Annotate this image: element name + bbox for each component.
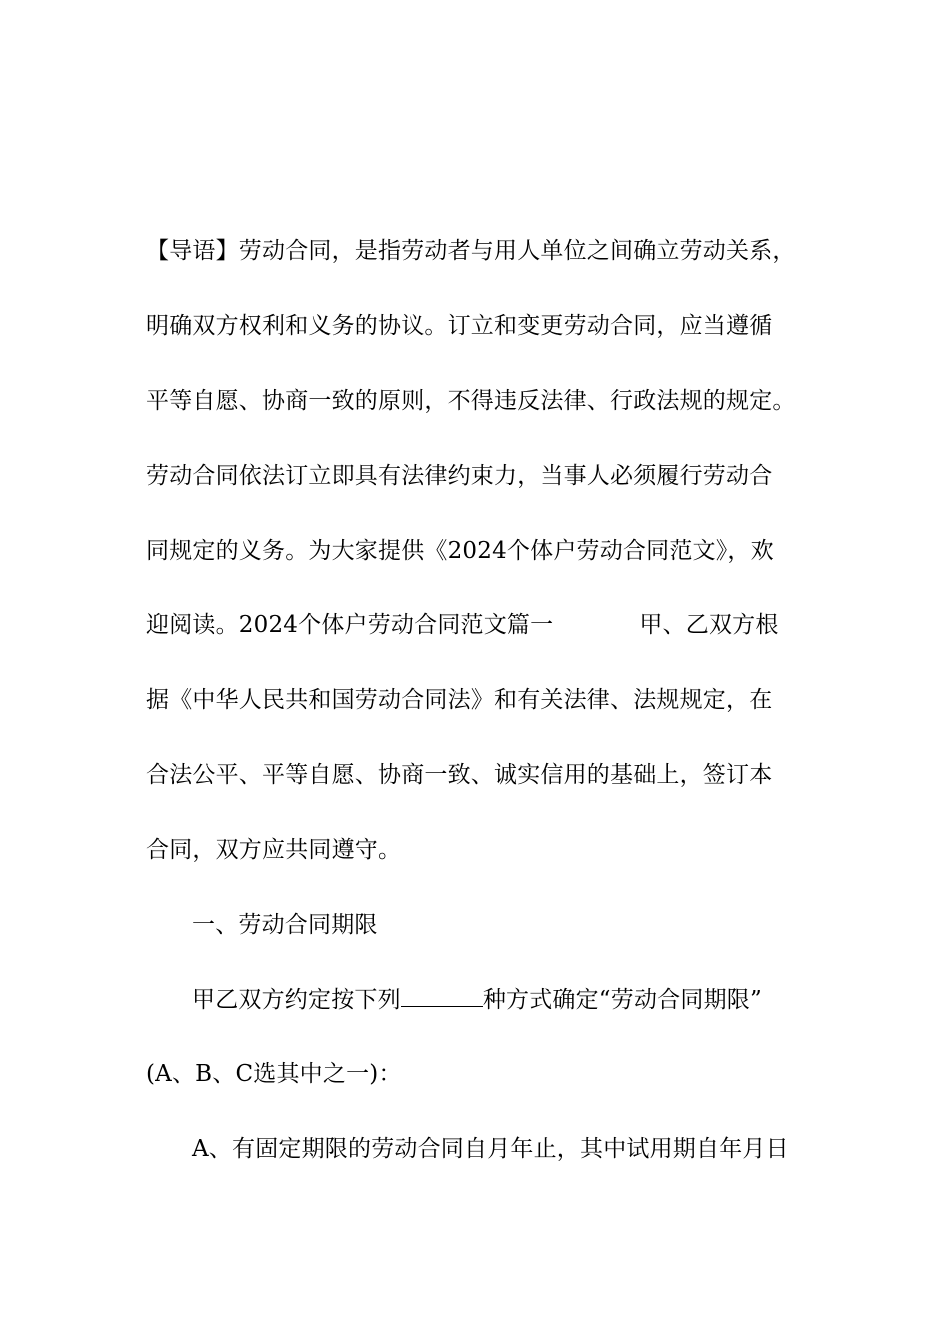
intro-line-4: 劳动合同依法订立即具有法律约束力，当事人必须履行劳动合 [146,463,773,489]
intro-line-6 [146,610,779,640]
body-line-2: 合法公平、平等自愿、协商一致、诚实信用的基础上，签订本 [146,762,773,788]
intro-line-1: 【导语】劳动合同，是指劳动者与用人单位之间确立劳动关系， [146,238,796,264]
body-line-3: 合同，双方应共同遵守。 [146,837,402,863]
intro-line-6-right: 甲、乙双方根 [639,612,779,638]
term-suffix: 种方式确定“劳动合同期限” [482,987,762,1013]
section-heading: 一、劳动合同期限 [192,912,378,938]
intro-line-6-left: 迎阅读。2024个体户劳动合同范文篇一 [146,612,554,638]
intro-line-5: 同规定的义务。为大家提供《2024个体户劳动合同范文》，欢 [146,538,774,564]
term-prefix: 甲乙双方约定按下列 [192,987,401,1013]
intro-line-2: 明确双方权利和义务的协议。订立和变更劳动合同，应当遵循 [146,313,773,339]
fill-in-blank [401,986,483,1007]
intro-line-3: 平等自愿、协商一致的原则，不得违反法律、行政法规的规定。 [146,388,796,414]
term-line [192,985,762,1015]
body-line-1: 据《中华人民共和国劳动合同法》和有关法律、法规规定，在 [146,687,773,713]
option-a-line: A、有固定期限的劳动合同自月年止，其中试用期自年月日 [192,1136,789,1162]
term-choice-line: (A、B、C选其中之一)： [146,1061,402,1087]
